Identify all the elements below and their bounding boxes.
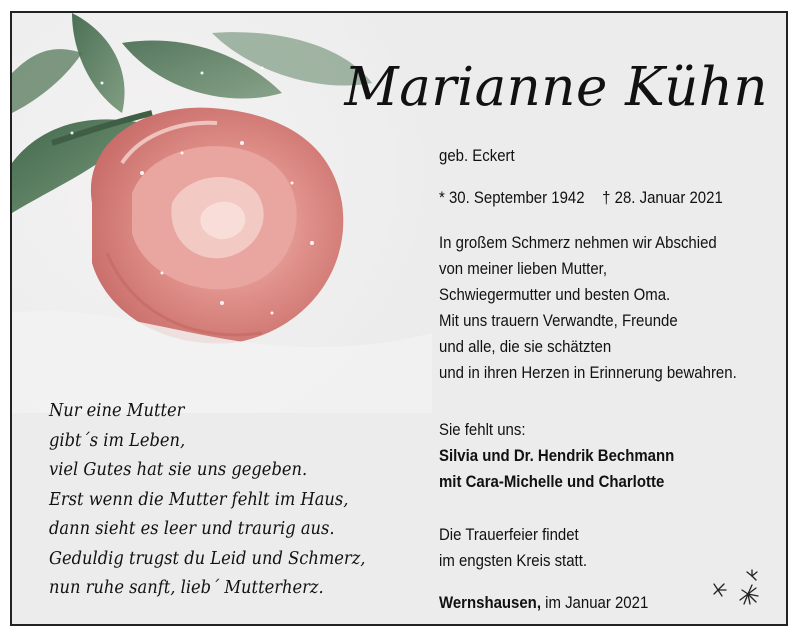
funeral-line: im engsten Kreis statt.: [439, 551, 588, 570]
deceased-name: Marianne Kühn: [344, 57, 768, 118]
message-line: In großem Schmerz nehmen wir Abschied: [439, 233, 717, 252]
poem-line: dann sieht es leer und traurig aus.: [49, 519, 335, 539]
birth-name: geb. Eckert: [439, 146, 515, 165]
poem-line: Erst wenn die Mutter fehlt im Haus,: [49, 489, 349, 510]
life-dates: [439, 185, 723, 211]
birth-date: * 30. September 1942: [439, 188, 585, 207]
message-line: von meiner lieben Mutter,: [439, 259, 607, 278]
mourners-line: Silvia und Dr. Hendrik Bechmann: [439, 446, 675, 465]
obituary-card: [10, 11, 788, 626]
message-line: Schwiegermutter und besten Oma.: [439, 285, 671, 304]
poem-line: nun ruhe sanft, lieb´ Mutterherz.: [49, 578, 324, 598]
funeral-line: Die Trauerfeier findet: [439, 525, 579, 544]
poem-line: viel Gutes hat sie uns gegeben.: [49, 460, 308, 480]
death-date: † 28. Januar 2021: [602, 188, 723, 207]
message-line: Mit uns trauern Verwandte, Freunde: [439, 311, 678, 330]
poem-line: gibt´s im Leben,: [49, 430, 186, 451]
place-town: Wernshausen,: [439, 593, 541, 612]
funeral-notice: [439, 522, 587, 574]
poem-line: Nur eine Mutter: [49, 401, 185, 421]
mourners-line: mit Cara-Michelle und Charlotte: [439, 472, 665, 491]
flower-sprigs-icon: [712, 568, 770, 608]
message-line: und alle, die sie schätzten: [439, 337, 612, 356]
mourners-block: [439, 417, 674, 495]
poem-line: Geduldig trugst du Leid und Schmerz,: [49, 548, 366, 569]
poem: [49, 397, 365, 604]
message-line: und in ihren Herzen in Erinnerung bewahren.: [439, 363, 737, 382]
place-date: im Januar 2021: [540, 593, 649, 612]
mourners-intro: Sie fehlt uns:: [439, 420, 526, 439]
farewell-message: [439, 230, 737, 386]
place-and-date: [439, 590, 648, 616]
